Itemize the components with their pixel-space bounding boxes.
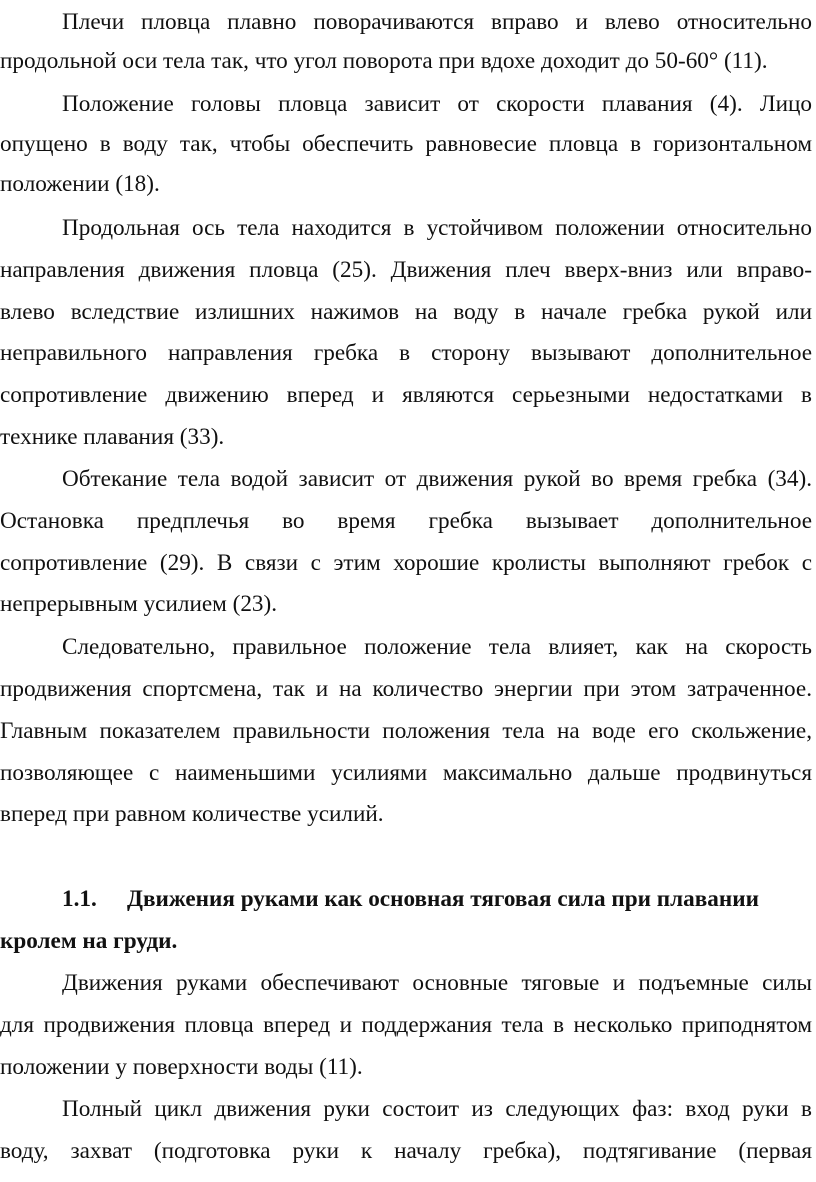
text-line: Обтекание тела водой зависит от движения рукой во время гребка (34). — [62, 466, 812, 492]
text-line: направления движения пловца (25). Движения плеч вверх-вниз или вправо- — [0, 257, 812, 283]
section-title: Движения руками как основная тяговая сила при плавании — [127, 886, 759, 912]
text-line: влево вследствие излишних нажимов на воду в начале гребка рукой или — [0, 299, 812, 325]
text-line: для продвижения пловца вперед и поддержания тела в несколько приподнятом — [0, 1012, 812, 1038]
text-line: непрерывным усилием (23). — [0, 591, 278, 617]
text-line: Движения руками обеспечивают основные тяговые и подъемные силы — [62, 970, 812, 996]
text-line: Остановка предплечья во время гребка вызывает дополнительное — [0, 508, 812, 534]
section-heading — [62, 879, 812, 919]
text-line: позволяющее с наименьшими усилиями максимально дальше продвинуться — [0, 760, 812, 786]
text-line: сопротивление движению вперед и являются серьезными недостатками в — [0, 382, 812, 408]
text-line: технике плавания (33). — [0, 424, 225, 450]
section-heading-continuation: кролем на груди. — [0, 928, 178, 954]
text-line: сопротивление (29). В связи с этим хорошие кролисты выполняют гребок с — [0, 550, 812, 576]
text-line: продольной оси тела так, что угол поворота при вдохе доходит до 50-60° (11). — [0, 48, 768, 74]
text-line: Следовательно, правильное положение тела влияет, как на скорость — [62, 634, 812, 660]
text-line: опущено в воду так, чтобы обеспечить равновесие пловца в горизонтальном — [0, 131, 812, 157]
text-line: Положение головы пловца зависит от скорости плавания (4). Лицо — [62, 91, 812, 117]
text-line: вперед при равном количестве усилий. — [0, 801, 384, 827]
text-line: Главным показателем правильности положения тела на воде его скольжение, — [0, 718, 812, 744]
text-line: положении у поверхности воды (11). — [0, 1054, 363, 1080]
text-line: положении (18). — [0, 171, 160, 197]
text-line: неправильного направления гребка в сторону вызывают дополнительное — [0, 340, 812, 366]
section-number: 1.1. — [62, 886, 97, 912]
text-line: воду, захват (подготовка руки к началу гребка), подтягивание (первая — [0, 1138, 812, 1164]
text-line: Плечи пловца плавно поворачиваются вправо и влево относительно — [62, 9, 812, 35]
text-line: Продольная ось тела находится в устойчивом положении относительно — [62, 215, 812, 241]
text-line: продвижения спортсмена, так и на количество энергии при этом затраченное. — [0, 676, 812, 702]
text-line: Полный цикл движения руки состоит из следующих фаз: вход руки в — [62, 1096, 812, 1122]
